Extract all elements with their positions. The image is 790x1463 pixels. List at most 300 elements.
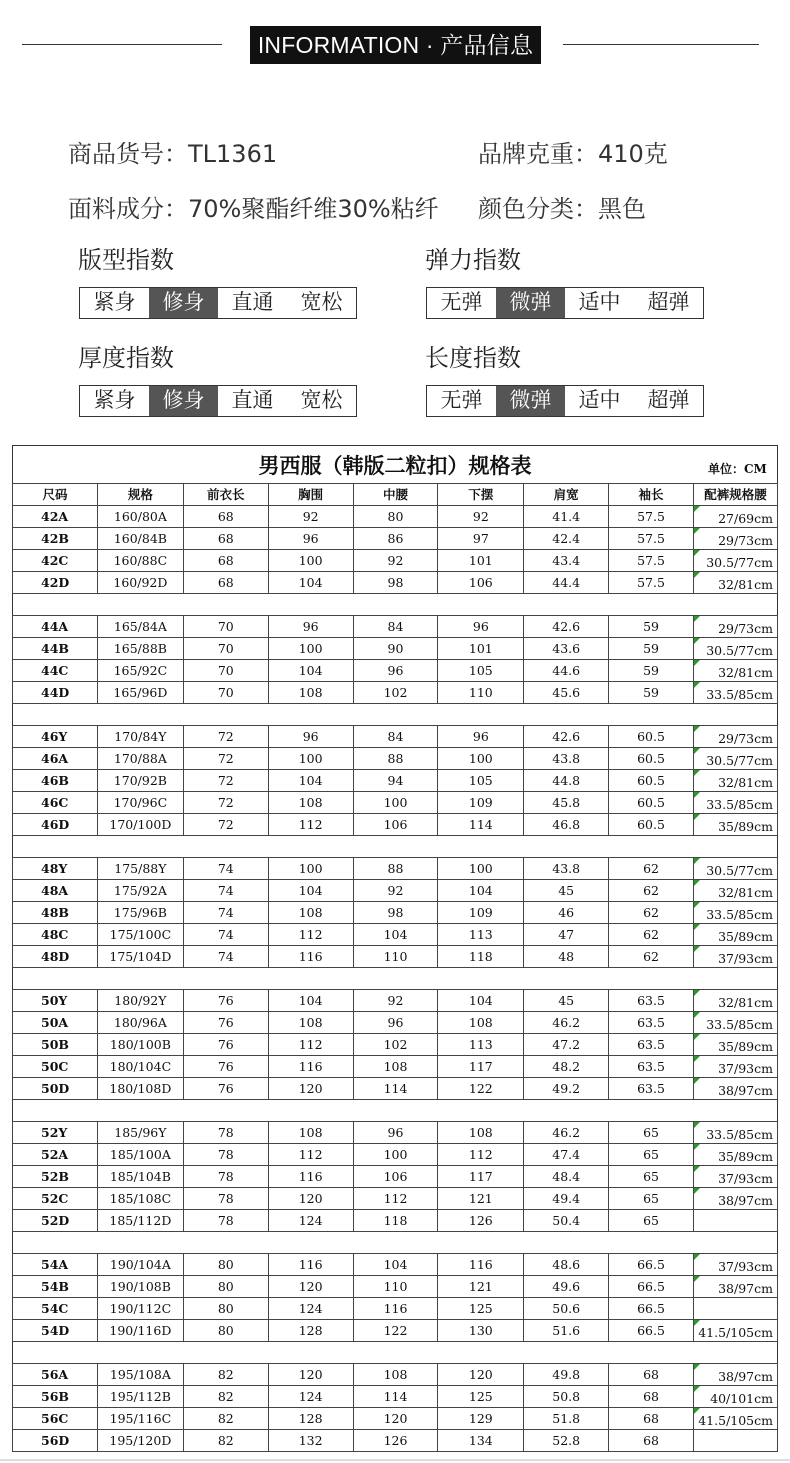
table-cell: 46D [13, 814, 98, 836]
table-cell: 160/92D [97, 572, 183, 594]
table-cell: 50B [13, 1034, 98, 1056]
table-row [13, 858, 778, 880]
col-header: 肩宽 [524, 484, 609, 506]
table-cell: 60.5 [609, 726, 694, 748]
table-row [13, 1012, 778, 1034]
table-cell: 116 [353, 1298, 438, 1320]
table-cell: 46 [524, 902, 609, 924]
table-row [13, 1210, 778, 1232]
table-cell: 57.5 [609, 506, 694, 528]
table-cell: 62 [609, 946, 694, 968]
table-cell: 195/116C [97, 1408, 183, 1430]
table-cell: 72 [183, 726, 268, 748]
group-spacer-row [13, 704, 778, 726]
table-row [13, 682, 778, 704]
table-cell: 96 [353, 1122, 438, 1144]
table-cell [693, 1430, 777, 1452]
table-cell: 102 [353, 1034, 438, 1056]
spacer-cell [13, 968, 778, 990]
table-cell: 54B [13, 1276, 98, 1298]
table-cell: 49.8 [524, 1364, 609, 1386]
table-cell: 42B [13, 528, 98, 550]
color-category: 颜色分类：黑色 [478, 195, 646, 223]
table-cell: 35/89cm [693, 924, 777, 946]
col-header: 中腰 [353, 484, 438, 506]
table-cell: 57.5 [609, 550, 694, 572]
table-cell: 108 [268, 792, 353, 814]
table-cell: 57.5 [609, 528, 694, 550]
table-cell: 112 [268, 814, 353, 836]
table-cell: 165/96D [97, 682, 183, 704]
table-cell: 124 [268, 1386, 353, 1408]
table-cell: 33.5/85cm [693, 682, 777, 704]
table-cell: 112 [438, 1144, 524, 1166]
table-cell: 92 [438, 506, 524, 528]
table-cell: 68 [609, 1386, 694, 1408]
table-cell: 50C [13, 1056, 98, 1078]
table-cell: 49.4 [524, 1188, 609, 1210]
table-cell: 38/97cm [693, 1364, 777, 1386]
table-cell: 59 [609, 638, 694, 660]
table-cell: 104 [353, 1254, 438, 1276]
table-cell: 108 [438, 1122, 524, 1144]
scale-option: 紧身 [93, 388, 136, 412]
section-title: INFORMATION · 产品信息 [250, 26, 541, 64]
table-cell: 96 [268, 726, 353, 748]
scale-option-selected: 修身 [149, 386, 218, 416]
table-cell: 114 [353, 1386, 438, 1408]
table-cell: 96 [438, 616, 524, 638]
table-row [13, 1386, 778, 1408]
table-cell: 50D [13, 1078, 98, 1100]
table-cell: 170/92B [97, 770, 183, 792]
table-cell: 165/88B [97, 638, 183, 660]
table-cell: 180/100B [97, 1034, 183, 1056]
table-cell: 104 [438, 990, 524, 1012]
table-cell: 44.4 [524, 572, 609, 594]
table-cell: 48C [13, 924, 98, 946]
table-cell: 104 [268, 572, 353, 594]
table-cell: 94 [353, 770, 438, 792]
table-cell: 45.8 [524, 792, 609, 814]
table-cell: 54D [13, 1320, 98, 1342]
table-cell: 44D [13, 682, 98, 704]
table-cell: 82 [183, 1408, 268, 1430]
table-row [13, 1364, 778, 1386]
table-cell: 42.4 [524, 528, 609, 550]
size-table-title: 男西服（韩版二粒扣）规格表 [258, 453, 532, 478]
table-cell: 104 [268, 660, 353, 682]
table-cell: 37/93cm [693, 1166, 777, 1188]
table-cell: 112 [268, 924, 353, 946]
table-cell: 96 [268, 528, 353, 550]
table-cell: 100 [268, 858, 353, 880]
table-cell: 52Y [13, 1122, 98, 1144]
table-cell: 44.8 [524, 770, 609, 792]
fabric-weight: 品牌克重：410克 [478, 140, 668, 168]
table-cell: 80 [183, 1320, 268, 1342]
table-cell: 59 [609, 682, 694, 704]
table-cell: 72 [183, 748, 268, 770]
table-cell: 56D [13, 1430, 98, 1452]
table-cell: 41.5/105cm [693, 1320, 777, 1342]
table-cell: 101 [438, 550, 524, 572]
table-cell: 126 [353, 1430, 438, 1452]
table-cell: 32/81cm [693, 572, 777, 594]
table-cell: 170/96C [97, 792, 183, 814]
table-cell: 78 [183, 1166, 268, 1188]
table-cell: 124 [268, 1298, 353, 1320]
table-cell: 120 [438, 1364, 524, 1386]
table-cell: 185/104B [97, 1166, 183, 1188]
spacer-cell [13, 1232, 778, 1254]
table-cell: 100 [268, 638, 353, 660]
table-cell: 96 [438, 726, 524, 748]
table-cell: 76 [183, 1078, 268, 1100]
table-cell: 46.2 [524, 1012, 609, 1034]
table-cell: 29/73cm [693, 616, 777, 638]
table-cell: 88 [353, 748, 438, 770]
group-spacer-row [13, 1342, 778, 1364]
table-cell: 108 [268, 1122, 353, 1144]
table-cell: 44A [13, 616, 98, 638]
elasticity-index-title: 弹力指数 [425, 246, 521, 274]
spacer-cell [13, 594, 778, 616]
table-cell [693, 1210, 777, 1232]
table-cell: 42A [13, 506, 98, 528]
table-cell: 62 [609, 924, 694, 946]
table-cell: 175/88Y [97, 858, 183, 880]
scale-option: 适中 [578, 388, 621, 412]
table-cell: 74 [183, 902, 268, 924]
table-cell: 52C [13, 1188, 98, 1210]
scale-option: 超弹 [647, 388, 690, 412]
table-row [13, 902, 778, 924]
table-cell: 48.4 [524, 1166, 609, 1188]
table-cell: 104 [268, 770, 353, 792]
table-cell: 45 [524, 990, 609, 1012]
table-cell: 74 [183, 880, 268, 902]
table-cell: 180/104C [97, 1056, 183, 1078]
table-cell: 78 [183, 1188, 268, 1210]
table-cell: 42.6 [524, 726, 609, 748]
table-cell: 62 [609, 880, 694, 902]
table-row [13, 946, 778, 968]
table-cell: 114 [353, 1078, 438, 1100]
table-cell: 125 [438, 1298, 524, 1320]
table-cell: 100 [268, 550, 353, 572]
table-cell: 104 [268, 990, 353, 1012]
table-row [13, 726, 778, 748]
table-cell: 122 [438, 1078, 524, 1100]
table-cell: 59 [609, 660, 694, 682]
table-cell: 76 [183, 1012, 268, 1034]
table-cell: 41.5/105cm [693, 1408, 777, 1430]
table-cell: 52A [13, 1144, 98, 1166]
thickness-index-scale [79, 385, 357, 417]
table-cell: 65 [609, 1188, 694, 1210]
table-cell: 38/97cm [693, 1276, 777, 1298]
table-cell: 47.4 [524, 1144, 609, 1166]
table-cell: 100 [268, 748, 353, 770]
table-cell: 44B [13, 638, 98, 660]
table-cell: 190/104A [97, 1254, 183, 1276]
table-cell: 190/108B [97, 1276, 183, 1298]
table-cell: 80 [353, 506, 438, 528]
table-cell: 134 [438, 1430, 524, 1452]
table-cell: 74 [183, 858, 268, 880]
table-cell: 90 [353, 638, 438, 660]
table-cell: 114 [438, 814, 524, 836]
table-cell: 124 [268, 1210, 353, 1232]
table-cell: 96 [268, 616, 353, 638]
fabric-composition: 面料成分：70%聚酯纤维30%粘纤 [68, 195, 439, 223]
table-row [13, 1254, 778, 1276]
table-row [13, 770, 778, 792]
table-cell: 60.5 [609, 770, 694, 792]
table-cell: 48.6 [524, 1254, 609, 1276]
scale-option: 紧身 [93, 290, 136, 314]
table-cell: 49.2 [524, 1078, 609, 1100]
table-cell: 120 [268, 1276, 353, 1298]
table-cell: 80 [183, 1254, 268, 1276]
table-cell: 102 [353, 682, 438, 704]
table-cell: 60.5 [609, 792, 694, 814]
scale-option-selected: 微弹 [496, 288, 565, 318]
table-cell: 78 [183, 1210, 268, 1232]
table-cell: 66.5 [609, 1276, 694, 1298]
table-cell: 74 [183, 924, 268, 946]
table-row [13, 660, 778, 682]
table-cell: 175/96B [97, 902, 183, 924]
table-cell: 66.5 [609, 1254, 694, 1276]
table-cell: 76 [183, 990, 268, 1012]
table-cell: 48B [13, 902, 98, 924]
table-cell: 112 [268, 1144, 353, 1166]
table-cell: 68 [183, 528, 268, 550]
table-cell: 30.5/77cm [693, 638, 777, 660]
table-cell: 104 [438, 880, 524, 902]
table-cell: 76 [183, 1034, 268, 1056]
table-cell: 41.4 [524, 506, 609, 528]
table-cell: 65 [609, 1210, 694, 1232]
table-cell: 56A [13, 1364, 98, 1386]
table-cell: 195/108A [97, 1364, 183, 1386]
table-cell: 126 [438, 1210, 524, 1232]
table-cell: 118 [353, 1210, 438, 1232]
table-cell: 63.5 [609, 1056, 694, 1078]
table-cell: 120 [268, 1364, 353, 1386]
table-cell: 109 [438, 902, 524, 924]
table-cell: 59 [609, 616, 694, 638]
table-cell: 97 [438, 528, 524, 550]
table-cell: 40/101cm [693, 1386, 777, 1408]
table-cell: 50A [13, 1012, 98, 1034]
table-cell: 120 [268, 1188, 353, 1210]
table-cell: 33.5/85cm [693, 902, 777, 924]
table-cell: 78 [183, 1144, 268, 1166]
table-cell: 46Y [13, 726, 98, 748]
scale-option: 宽松 [300, 388, 343, 412]
item-number: 商品货号：TL1361 [68, 140, 278, 168]
table-cell: 82 [183, 1364, 268, 1386]
table-cell: 96 [353, 1012, 438, 1034]
table-cell: 105 [438, 770, 524, 792]
table-cell: 72 [183, 770, 268, 792]
table-cell: 116 [438, 1254, 524, 1276]
table-cell: 108 [268, 1012, 353, 1034]
size-table [12, 483, 778, 1452]
table-cell: 121 [438, 1276, 524, 1298]
spacer-cell [13, 836, 778, 858]
table-row [13, 1034, 778, 1056]
spacer-cell [13, 704, 778, 726]
table-cell: 47 [524, 924, 609, 946]
table-cell: 96 [353, 660, 438, 682]
table-cell: 43.8 [524, 748, 609, 770]
table-cell: 165/84A [97, 616, 183, 638]
table-row [13, 1056, 778, 1078]
table-cell: 47.2 [524, 1034, 609, 1056]
table-cell: 35/89cm [693, 1144, 777, 1166]
table-cell: 170/84Y [97, 726, 183, 748]
table-cell: 35/89cm [693, 1034, 777, 1056]
table-cell: 112 [268, 1034, 353, 1056]
table-cell: 50.6 [524, 1298, 609, 1320]
table-cell: 128 [268, 1320, 353, 1342]
table-cell: 51.8 [524, 1408, 609, 1430]
table-cell: 108 [353, 1364, 438, 1386]
table-cell: 175/104D [97, 946, 183, 968]
table-cell: 62 [609, 858, 694, 880]
table-cell: 32/81cm [693, 660, 777, 682]
table-cell: 104 [353, 924, 438, 946]
table-cell: 92 [353, 880, 438, 902]
length-index-title: 长度指数 [425, 344, 521, 372]
scale-option-selected: 修身 [149, 288, 218, 318]
table-cell: 116 [268, 946, 353, 968]
table-cell: 106 [353, 814, 438, 836]
table-cell: 104 [268, 880, 353, 902]
table-cell: 32/81cm [693, 880, 777, 902]
scale-option: 无弹 [440, 290, 483, 314]
table-cell: 100 [353, 1144, 438, 1166]
table-cell: 27/69cm [693, 506, 777, 528]
table-cell: 195/112B [97, 1386, 183, 1408]
table-row [13, 1188, 778, 1210]
table-cell: 43.6 [524, 638, 609, 660]
table-cell: 37/93cm [693, 1056, 777, 1078]
table-cell: 48A [13, 880, 98, 902]
header-divider-left [22, 44, 222, 45]
table-cell: 65 [609, 1166, 694, 1188]
table-cell: 106 [438, 572, 524, 594]
scale-option: 直通 [231, 290, 274, 314]
table-cell: 48Y [13, 858, 98, 880]
table-cell: 30.5/77cm [693, 748, 777, 770]
table-cell: 76 [183, 1056, 268, 1078]
table-cell: 128 [268, 1408, 353, 1430]
table-cell: 132 [268, 1430, 353, 1452]
header-divider-right [563, 44, 759, 45]
table-cell: 180/96A [97, 1012, 183, 1034]
table-cell: 122 [353, 1320, 438, 1342]
table-cell: 180/108D [97, 1078, 183, 1100]
table-cell: 68 [183, 550, 268, 572]
table-cell: 45 [524, 880, 609, 902]
table-cell: 170/88A [97, 748, 183, 770]
table-cell: 42C [13, 550, 98, 572]
table-cell: 33.5/85cm [693, 792, 777, 814]
table-cell: 92 [268, 506, 353, 528]
table-row [13, 572, 778, 594]
table-row [13, 814, 778, 836]
table-cell: 113 [438, 924, 524, 946]
table-cell: 50Y [13, 990, 98, 1012]
table-cell: 92 [353, 550, 438, 572]
table-row [13, 990, 778, 1012]
size-table-unit: 单位：CM [708, 462, 767, 476]
table-cell: 30.5/77cm [693, 550, 777, 572]
table-cell: 50.8 [524, 1386, 609, 1408]
table-cell: 180/92Y [97, 990, 183, 1012]
table-header-row [13, 484, 778, 506]
table-cell: 46.2 [524, 1122, 609, 1144]
scale-option: 宽松 [300, 290, 343, 314]
table-cell: 100 [438, 748, 524, 770]
table-cell: 52B [13, 1166, 98, 1188]
table-cell: 86 [353, 528, 438, 550]
table-cell: 51.6 [524, 1320, 609, 1342]
table-cell: 117 [438, 1056, 524, 1078]
col-header: 尺码 [13, 484, 98, 506]
group-spacer-row [13, 1232, 778, 1254]
table-cell: 88 [353, 858, 438, 880]
table-cell: 165/92C [97, 660, 183, 682]
table-row [13, 1122, 778, 1144]
table-cell: 54C [13, 1298, 98, 1320]
table-cell: 98 [353, 572, 438, 594]
table-cell: 116 [268, 1254, 353, 1276]
col-header: 胸围 [268, 484, 353, 506]
table-cell: 46B [13, 770, 98, 792]
table-cell: 68 [183, 572, 268, 594]
thickness-index-title: 厚度指数 [78, 344, 174, 372]
table-cell: 68 [609, 1408, 694, 1430]
table-cell: 30.5/77cm [693, 858, 777, 880]
table-cell: 43.8 [524, 858, 609, 880]
table-row [13, 1166, 778, 1188]
table-cell: 60.5 [609, 814, 694, 836]
table-cell: 160/80A [97, 506, 183, 528]
table-cell: 70 [183, 616, 268, 638]
fit-index-title: 版型指数 [78, 246, 174, 274]
table-cell: 121 [438, 1188, 524, 1210]
table-cell: 44.6 [524, 660, 609, 682]
table-cell: 48 [524, 946, 609, 968]
scale-option-selected: 微弹 [496, 386, 565, 416]
spacer-cell [13, 1342, 778, 1364]
scale-option: 无弹 [440, 388, 483, 412]
table-cell: 52.8 [524, 1430, 609, 1452]
table-cell: 170/100D [97, 814, 183, 836]
table-cell: 44C [13, 660, 98, 682]
table-cell: 38/97cm [693, 1188, 777, 1210]
table-cell: 63.5 [609, 1034, 694, 1056]
table-cell: 110 [438, 682, 524, 704]
col-header: 配裤规格腰 [693, 484, 777, 506]
table-cell: 45.6 [524, 682, 609, 704]
